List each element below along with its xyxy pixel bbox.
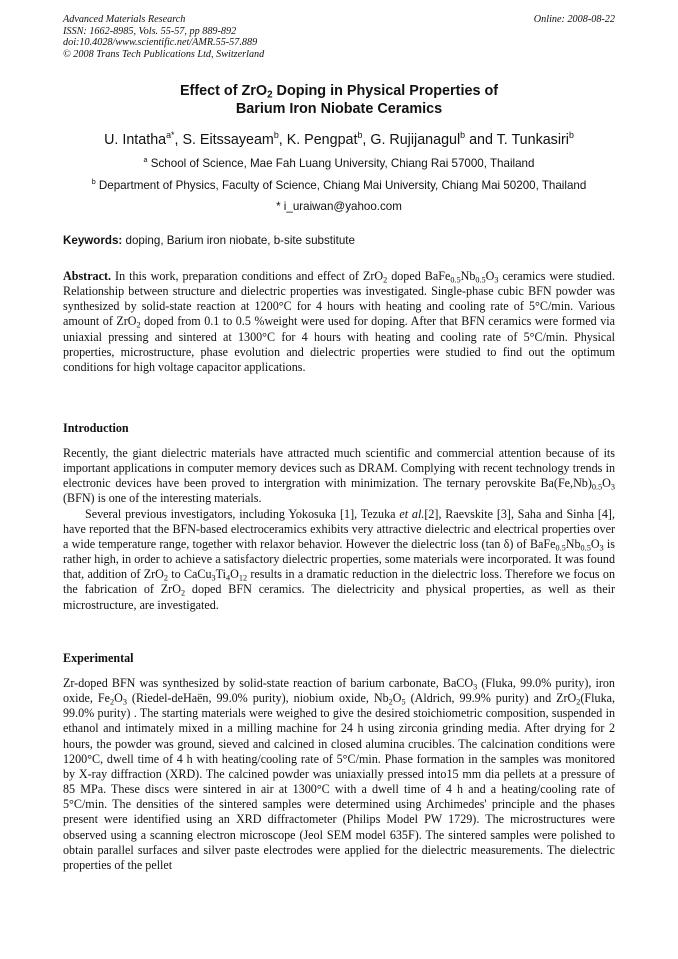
journal-header: [63, 14, 615, 60]
affiliation-a: $^a$ School of Science, Mae Fah Luang University, Chiang Rai 57000, Thailand: [143, 155, 535, 170]
title-line-1: Effect of ZrO$_2$ Doping in Physical Properties of: [179, 83, 499, 101]
paragraph: Zr-doped BFN was synthesized by solid-state reaction of barium carbonate, BaCO$_3$ (Fluka, 99.0% purity), iron oxide, $Fe_2O_3$ (Riedel-deHaën, 99.0% purity), niobium oxide, $Nb_2O_5$ (Aldrich, 99.9% purity) and ZrO$_2$(Fluka, 99.0% purity) . The starting materials were weighed to give the desired stoichiometric composition, suspended in ethanol and intimately mixed in a milling machine for 24 h using zirconia grinding media. After drying for 2 hours, the powder was ground, sieved and calcined in closed alumina crucibles. The calcination conditions were 1200°C, dwell time of 4 h with heating/cooling rate of 5°C/min. Phase formation in the samples was monitored by X-ray diffraction (XRD). The calcined powder was uniaxially pressed into15 mm dia pellets at a pressure of 85 MPa. These discs were sintered in air at 1300°C with a dwell time of 4 h and a heating/cooling rate of 5°C/min. The densities of the sintered samples were determined using Archimedes' principle and the phases present were identified using an XRD diffractometer (Philips Model PW 1729). The microstructures were observed using a scanning electron microscope (Jeol SEM model 635F). The sintered samples were polished to obtain parallel surfaces and silver paste electrodes were applied for the dielectric measurements. The dielectric properties of the pellet: [63, 676, 616, 872]
affiliation-b: $^b$ Department of Physics, Faculty of Science, Chiang Mai University, Chiang Mai 50200, Thailand: [91, 177, 587, 192]
author-list: U. Intatha$^{a*}$, S. Eitssayeam$^b$, K. Pengpat$^b$, G. Rujijanagul$^b$ and T. Tunkasiri$^b$: [104, 130, 574, 148]
author-name: U. Intatha: [104, 132, 167, 148]
corresponding-email: * i_uraiwan@yahoo.com: [276, 200, 402, 213]
journal-issn: ISSN: 1662-8985, Vols. 55-57, pp 889-892: [63, 25, 237, 37]
introduction-section: [63, 421, 615, 613]
author-affiliation-mark: a*: [166, 130, 175, 141]
paragraph: Several previous investigators, including Yokosuka [1], Tezuka et al.[2], Raevskite [3], Saha and Sinha [4], have reported that the BFN-based electroceramics exhibits very attractive dielectric and electrical properties over a wide temperature range, together with relaxor behavior. However the dielectric loss (tan δ) of $BaFe_{0.5}Nb_{0.5}O_3$ is rather high, in order to achieve a satisfactory dielectric properties, some materials were incorporated. It was found that, addition of ZrO$_2$ to $CaCu_3Ti_4O_{12}$ results in a dramatic reduction in the dielectric loss. Therefore we focus on the fabrication of ZrO$_2$ doped BFN ceramics. The dielectricity and physical properties, as well as their microstructure, are investigated.: [63, 506, 615, 612]
section-heading: Introduction: [63, 421, 129, 435]
author-name: T. Tunkasiri: [496, 132, 569, 148]
author-affiliation-mark: b: [460, 130, 466, 141]
author-affiliation-mark: b: [273, 130, 279, 141]
journal-name: Advanced Materials Research: [63, 14, 186, 25]
keywords-label: Keywords:: [63, 234, 123, 247]
journal-doi: doi:10.4028/www.scientific.net/AMR.55-57.889: [63, 37, 258, 49]
title-line-2: Barium Iron Niobate Ceramics: [235, 101, 443, 117]
paragraph: Recently, the giant dielectric materials have attracted much scientific and commercial attention because of its important applications in computer memory devices such as DRAM. Complying with recent technology trends in electronic devices have been proved to intergration with minimization. The ternary perovskite $Ba(Fe,Nb)_{0.5}O_3$ (BFN) is one of the interesting materials.: [63, 446, 615, 506]
author-name: K. Pengpat: [286, 132, 358, 148]
keywords-text: doping, Barium iron niobate, b-site substitute: [122, 234, 355, 247]
experimental-section: [63, 651, 615, 873]
abstract-label: Abstract.: [63, 269, 112, 283]
author-name: S. Eitssayeam: [182, 132, 274, 148]
section-heading: Experimental: [63, 651, 134, 665]
author-affiliation-mark: b: [568, 130, 574, 141]
author-affiliation-mark: b: [357, 130, 363, 141]
author-name: G. Rujijanagul: [370, 132, 461, 148]
journal-copyright: © 2008 Trans Tech Publications Ltd, Switzerland: [63, 48, 265, 60]
abstract: Abstract. In this work, preparation conditions and effect of ZrO$_2$ doped $BaFe_{0.5}Nb_{0.5}O_3$ ceramics were studied. Relationship between structure and dielectric properties was investigated. Single-phase cubic BFN powder was synthesized by solid-state reaction at 1200°C for 4 hours with heating and cooling rate of 5°C/min. Various amount of ZrO$_2$ doped from 0.1 to 0.5 %weight were used for doping. After that BFN ceramics were formed via uniaxial pressing and sintered at 1300°C for 4 hours with heating and cooling rate of 5°C/min. Physical properties, microstructure, phase evolution and dielectric properties were studied to find out the optimum conditions for high voltage capacitor applications.: [63, 269, 615, 374]
keywords: [63, 234, 615, 248]
online-date: Online: 2008-08-22: [533, 14, 615, 25]
paper-title: [63, 82, 615, 118]
